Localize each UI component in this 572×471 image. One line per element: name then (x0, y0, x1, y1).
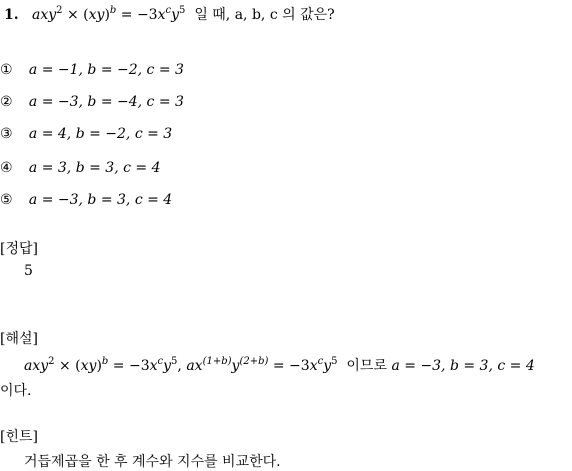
choice-marker: ⑤ (0, 192, 13, 208)
choice-text: a = −1, b = −2, c = 3 (28, 62, 184, 78)
question-equation: $axy^2 \times (xy)^b = -3x^cy^5$ (31, 5, 186, 23)
choice-text: a = 3, b = 3, c = 4 (28, 160, 161, 176)
choice-2[interactable] (0, 94, 184, 110)
choice-marker: ① (0, 62, 13, 78)
choice-marker: ② (0, 94, 13, 110)
hint-text: 거듭제곱을 한 후 계수와 지수를 비교한다. (24, 454, 281, 470)
explanation-equation: $axy^2 \times (xy)^b = -3x^cy^5$, $ax^{(1+b)}y^{(2+b)} = -3x^cy^5$ (24, 356, 338, 374)
question-line (4, 4, 335, 24)
question-number: 1. (4, 7, 19, 23)
choice-1[interactable] (0, 62, 184, 78)
choice-text: a = −3, b = −4, c = 3 (28, 94, 184, 110)
answer-value: 5 (24, 263, 33, 279)
choice-5[interactable] (0, 192, 172, 208)
choice-text: a = 4, b = −2, c = 3 (28, 126, 173, 142)
choice-3[interactable] (0, 126, 172, 142)
hint-heading: [힌트] (0, 429, 38, 445)
question-suffix: 일 때, a, b, c 의 값은? (194, 7, 335, 23)
choice-text: a = −3, b = 3, c = 4 (28, 192, 173, 208)
explanation-korean: 이므로 (346, 358, 387, 374)
choice-marker: ③ (0, 126, 13, 142)
explanation-line (24, 355, 535, 375)
explanation-tail: 이다. (0, 383, 32, 399)
choice-4[interactable] (0, 160, 160, 176)
choice-marker: ④ (0, 160, 13, 176)
answer-heading: [정답] (0, 241, 38, 257)
explanation-heading: [해설] (0, 331, 38, 347)
explanation-conclusion: a = −3, b = 3, c = 4 (391, 358, 535, 374)
